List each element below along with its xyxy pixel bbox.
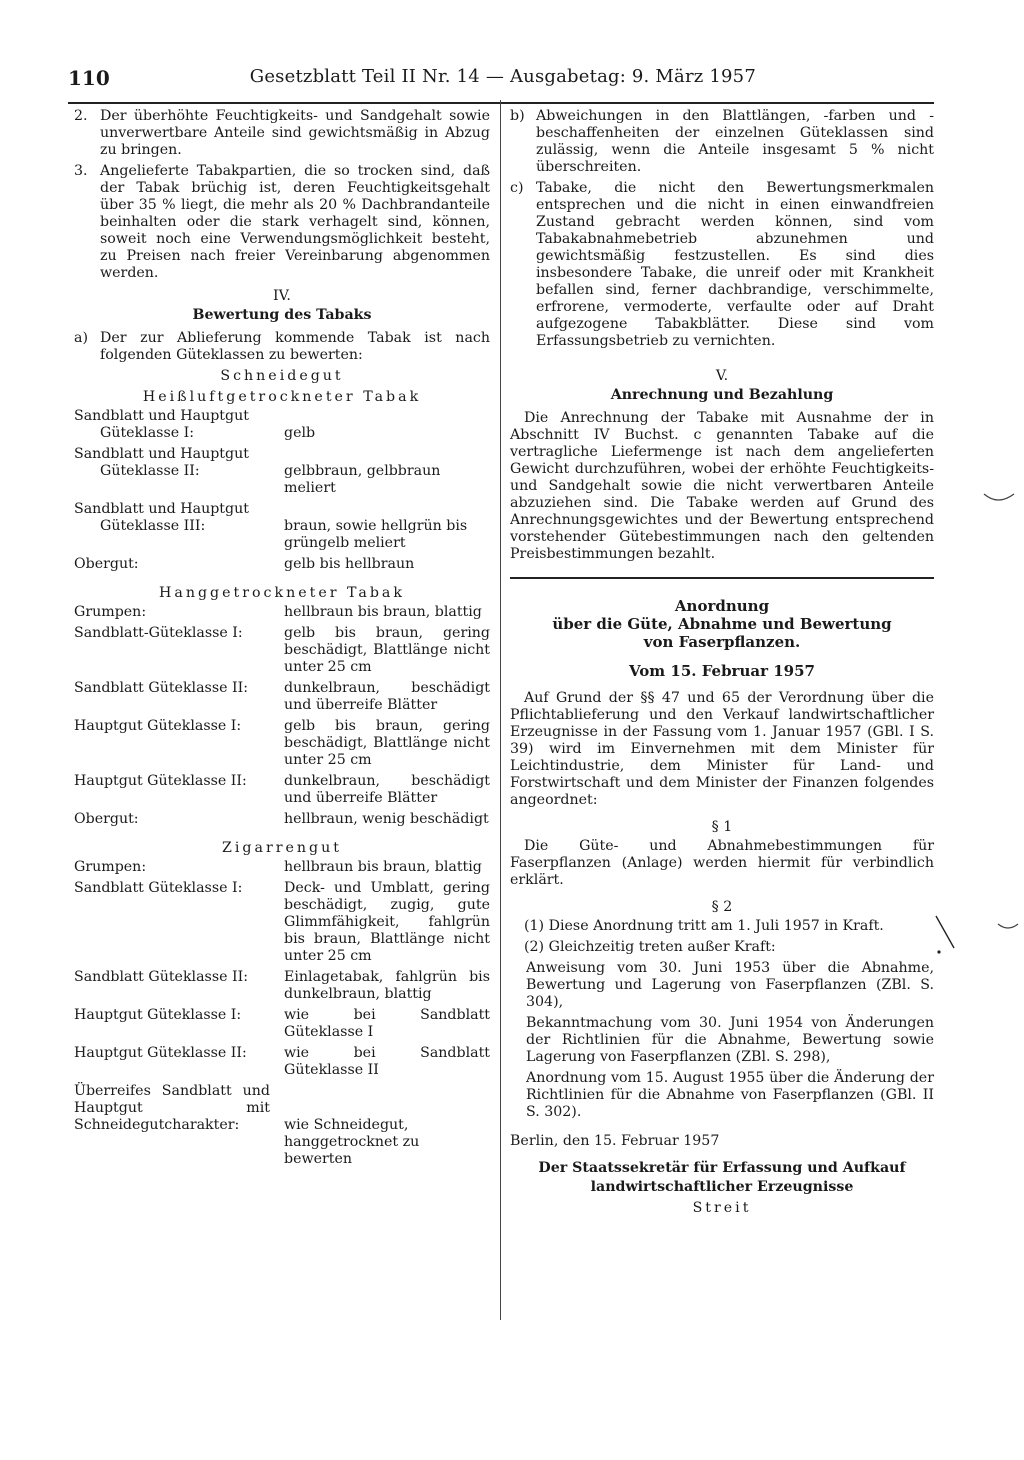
item-marker: a): [74, 330, 88, 346]
grade-row: [74, 811, 490, 828]
grade-label: Sandblatt Güteklasse II:: [74, 969, 249, 985]
section-number: IV.: [273, 288, 291, 304]
ordinance-date: Vom 15. Februar 1957: [629, 662, 815, 680]
ordinance-title-line: von Faserpflanzen.: [643, 633, 801, 651]
left-column: [74, 108, 490, 1172]
grade-row: [74, 859, 490, 876]
grade-label: Obergut:: [74, 556, 139, 572]
grade-value: dunkelbraun, beschädigt und überreife Blätter: [284, 680, 490, 713]
right-column: [510, 108, 934, 1217]
grade-value: braun, sowie hellgrün bis grüngelb meliert: [284, 518, 468, 551]
item-marker: c): [510, 180, 524, 196]
paragraph-text: Die Güte- und Abnahmebestimmungen für Faserpflanzen (Anlage) werden hiermit für verbindlich erklärt.: [510, 838, 934, 888]
grade-label-sub: Güteklasse III:: [100, 518, 206, 534]
grade-label: Überreifes Sandblatt und Hauptgut mit Schneidegutcharakter:: [74, 1083, 270, 1133]
grade-label: Grumpen:: [74, 859, 147, 875]
grade-row: [74, 718, 490, 769]
grade-label-sub: Güteklasse II:: [100, 463, 200, 479]
grade-row: [74, 969, 490, 1003]
grade-value: hellbraun bis braun, blattig: [284, 604, 482, 620]
item-text: Der zur Ablieferung kommende Tabak ist nach folgenden Güteklassen zu bewerten:: [100, 330, 490, 363]
grade-value: gelb bis hellbraun: [284, 556, 415, 572]
grade-row: [74, 1045, 490, 1079]
grade-label: Sandblatt-Güteklasse I:: [74, 625, 243, 641]
list-item: [74, 163, 490, 282]
place-date: Berlin, den 15. Februar 1957: [510, 1133, 720, 1149]
group-title: Zigarrengut: [222, 840, 342, 856]
grade-label: Sandblatt und Hauptgut: [74, 446, 249, 462]
repealed-item: Bekanntmachung vom 30. Juni 1954 von Änderungen der Richtlinien für die Abnahme, Bewertung sowie Lagerung von Faserpflanzen (ZBl. S. 298),: [526, 1015, 934, 1065]
signer-title: Der Staatssekretär für Erfassung und Aufkauf: [538, 1160, 906, 1176]
grade-value: gelb: [284, 425, 316, 441]
preamble: Auf Grund der §§ 47 und 65 der Verordnung über die Pflichtablieferung und den Verkauf landwirtschaftlicher Erzeugnisse in der Fassung vom 1. Januar 1957 (GBl. I S. 39) wird im Einvernehmen mit dem Minister für Leichtindustrie, dem Minister für Land- und Forstwirtschaft und dem Minister der Finanzen folgendes angeordnet:: [510, 690, 934, 808]
margin-mark-icon: [996, 920, 1020, 934]
section-number: V.: [715, 368, 729, 384]
grade-row: [74, 680, 490, 714]
group-subtitle: Heißluftgetrockneter Tabak: [142, 389, 422, 405]
grade-label: Hauptgut Güteklasse I:: [74, 718, 242, 734]
page-header: [68, 62, 934, 104]
grade-row: [74, 773, 490, 807]
grade-row: [74, 604, 490, 621]
grade-value: Deck- und Umblatt, gering beschädigt, zugig, gute Glimmfähigkeit, fahlgrün bis braun, Blattlänge nicht unter 25 cm: [284, 880, 490, 964]
grade-label: Sandblatt und Hauptgut: [74, 408, 249, 424]
paragraph-sign: § 2: [711, 899, 733, 915]
item-text: Der überhöhte Feuchtigkeits- und Sandgehalt sowie unverwertbare Anteile sind gewichtsmäßig in Abzug zu bringen.: [100, 108, 490, 158]
list-item: [74, 108, 490, 159]
list-item: [74, 330, 490, 364]
group-subtitle: Hanggetrockneter Tabak: [159, 585, 405, 601]
grade-row: [74, 1007, 490, 1041]
grade-row: [74, 408, 490, 442]
paragraph-text: (2) Gleichzeitig treten außer Kraft:: [524, 939, 776, 955]
grade-value: hellbraun, wenig beschädigt: [284, 811, 489, 827]
item-text: Tabake, die nicht den Bewertungsmerkmalen entsprechen und die nicht in einen einwandfreien Zustand gebracht werden können, sind vom Tabakabnahmebetrieb abzunehmen und gewichtsmäßig festzustellen. Es sind dies insbesondere Tabake, die unreif oder mit Krankheit befallen sind, ferner dachbrandige, verschimmelte, erfrorene, vermoderte, verfaulte oder auf Draht aufgezogene Tabakblätter. Diese sind vom Erfassungsbetrieb zu vernichten.: [536, 180, 934, 349]
grade-label: Grumpen:: [74, 604, 147, 620]
grade-label: Hauptgut Güteklasse I:: [74, 1007, 242, 1023]
grade-row: [74, 501, 490, 552]
grade-label: Hauptgut Güteklasse II:: [74, 773, 247, 789]
signer-title: landwirtschaftlicher Erzeugnisse: [590, 1179, 854, 1195]
grade-row: [74, 625, 490, 676]
paragraph-sign: § 1: [711, 819, 733, 835]
paragraph-text: (1) Diese Anordnung tritt am 1. Juli 1957 in Kraft.: [524, 918, 884, 934]
margin-mark-icon: [982, 490, 1018, 506]
header-title: Gesetzblatt Teil II Nr. 14 — Ausgabetag: 9. März 1957: [249, 66, 756, 87]
ordinance-title-line: über die Güte, Abnahme und Bewertung: [552, 615, 892, 633]
repealed-item: Anordnung vom 15. August 1955 über die Änderung der Richtlinien für die Abnahme von Faserpflanzen (GBl. II S. 302).: [526, 1070, 934, 1120]
grade-value: wie bei Sandblatt Güteklasse II: [284, 1045, 490, 1078]
grade-row: [74, 556, 490, 573]
item-text: Abweichungen in den Blattlängen, -farben und -beschaffenheiten der einzelnen Güteklassen sind zulässig, wenn die Anteile insgesamt 5 % nicht überschreiten.: [536, 108, 934, 175]
grade-value: gelb bis braun, gering beschädigt, Blattlänge nicht unter 25 cm: [284, 718, 490, 768]
column-divider: [500, 100, 501, 1320]
section-title: Bewertung des Tabaks: [192, 307, 372, 323]
grade-label: Sandblatt Güteklasse II:: [74, 680, 249, 696]
margin-slash-icon: [932, 914, 958, 956]
grade-value: gelb bis braun, gering beschädigt, Blattlänge nicht unter 25 cm: [284, 625, 490, 675]
grade-row: [74, 446, 490, 497]
grade-value: hellbraun bis braun, blattig: [284, 859, 482, 875]
list-item: [510, 180, 934, 350]
item-marker: b): [510, 108, 525, 124]
repealed-item: Anweisung vom 30. Juni 1953 über die Abnahme, Bewertung und Lagerung von Faserpflanzen (ZBl. S. 304),: [526, 960, 934, 1010]
grade-label: Obergut:: [74, 811, 139, 827]
grade-value: wie Schneidegut, hanggetrocknet zu bewerten: [284, 1117, 420, 1167]
grade-row: [74, 1083, 490, 1168]
list-item: [510, 108, 934, 176]
grade-label: Sandblatt Güteklasse I:: [74, 880, 243, 896]
grade-value: dunkelbraun, beschädigt und überreife Blätter: [284, 773, 490, 806]
grade-value: wie bei Sandblatt Güteklasse I: [284, 1007, 490, 1040]
page-number: 110: [68, 66, 110, 90]
item-text: Angelieferte Tabakpartien, die so trocken sind, daß der Tabak brüchig ist, deren Feuchtigkeitsgehalt über 35 % liegt, die mehr als 20 % Dachbrandanteile beinhalten oder die stark verhagelt sind, können, soweit noch eine Verwendungsmöglichkeit besteht, zu Preisen nach freier Vereinbarung abgenommen werden.: [100, 163, 490, 281]
grade-row: [74, 880, 490, 965]
grade-label: Sandblatt und Hauptgut: [74, 501, 249, 517]
grade-label: Hauptgut Güteklasse II:: [74, 1045, 247, 1061]
signer-name: Streit: [692, 1200, 752, 1216]
item-marker: 3.: [74, 163, 88, 179]
section-paragraph: Die Anrechnung der Tabake mit Ausnahme der in Abschnitt IV Buchst. c genannten Tabake auf die vertragliche Liefermenge ist nach dem angelieferten Gewicht durchzuführen, wobei der erhöhte Feuchtigkeits- und Sandgehalt sowie die nicht verwertbaren Anteile abzuziehen sind. Die Tabake werden auf Grund des Anrechnungsgewichtes und der Bewertung entsprechend vorstehender Gütebestimmungen nach den geltenden Preisbestimmungen bezahlt.: [510, 410, 934, 562]
item-marker: 2.: [74, 108, 88, 124]
separator-rule: [510, 577, 934, 579]
grade-value: gelbbraun, gelbbraun meliert: [284, 463, 441, 496]
grade-value: Einlagetabak, fahlgrün bis dunkelbraun, blattig: [284, 969, 490, 1002]
section-title: Anrechnung und Bezahlung: [610, 387, 834, 403]
grade-label-sub: Güteklasse I:: [100, 425, 195, 441]
group-title: Schneidegut: [220, 368, 344, 384]
ordinance-title-line: Anordnung: [674, 597, 770, 615]
